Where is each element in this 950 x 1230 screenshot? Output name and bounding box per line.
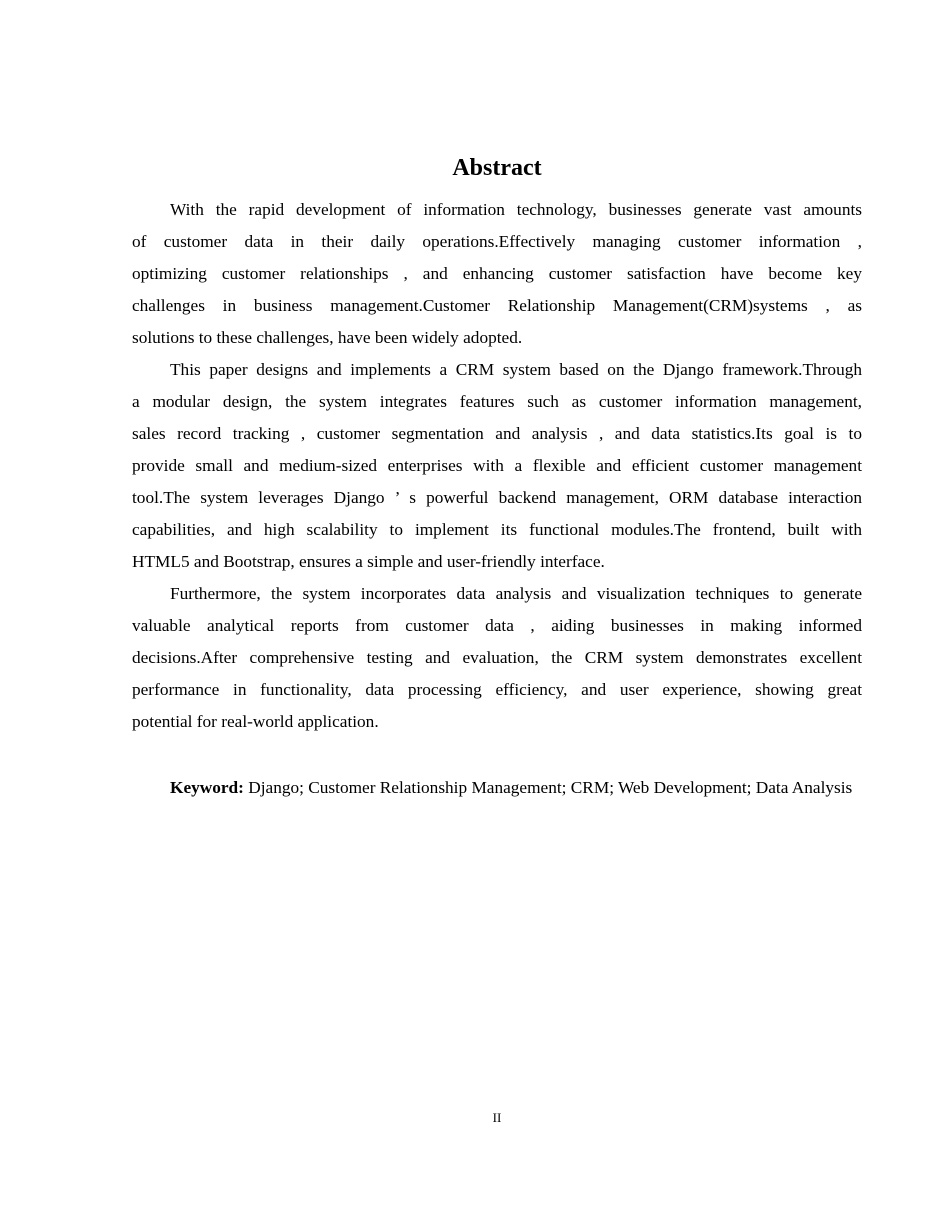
abstract-body — [132, 194, 862, 738]
text-line: sales record tracking , customer segmentation and analysis , and data statistics.Its goal is to — [132, 424, 862, 443]
keyword-label: Keyword: — [170, 778, 244, 797]
text-line: tool.The system leverages Django ’ s powerful backend management, ORM database interaction — [132, 488, 862, 507]
paragraph — [132, 354, 862, 578]
page-title: Abstract — [452, 155, 542, 181]
page-number: II — [492, 1110, 502, 1125]
text-line: HTML5 and Bootstrap, ensures a simple and user-friendly interface. — [132, 552, 605, 571]
text-line: a modular design, the system integrates features such as customer information management, — [132, 392, 862, 411]
text-line: solutions to these challenges, have been widely adopted. — [132, 328, 523, 347]
text-line: potential for real-world application. — [132, 712, 379, 731]
text-line: of customer data in their daily operations.Effectively managing customer information , — [132, 232, 862, 251]
paragraph — [132, 194, 862, 354]
text-line: optimizing customer relationships , and enhancing customer satisfaction have become key — [132, 264, 862, 283]
keywords — [170, 777, 860, 798]
paragraph — [132, 578, 862, 738]
text-line: decisions.After comprehensive testing and evaluation, the CRM system demonstrates excellent — [132, 648, 862, 667]
text-line: This paper designs and implements a CRM system based on the Django framework.Through — [170, 360, 862, 379]
text-line: challenges in business management.Customer Relationship Management(CRM)systems , as — [132, 296, 862, 315]
text-line: capabilities, and high scalability to implement its functional modules.The frontend, built with — [132, 520, 862, 539]
keyword-text: Django; Customer Relationship Management; CRM; Web Development; Data Analysis — [248, 778, 853, 797]
text-line: Furthermore, the system incorporates data analysis and visualization techniques to generate — [170, 584, 862, 603]
text-line: performance in functionality, data processing efficiency, and user experience, showing great — [132, 680, 862, 699]
text-line: provide small and medium-sized enterprises with a flexible and efficient customer management — [132, 456, 862, 475]
text-line: With the rapid development of information technology, businesses generate vast amounts — [170, 200, 862, 219]
text-line: valuable analytical reports from customer data , aiding businesses in making informed — [132, 616, 862, 635]
